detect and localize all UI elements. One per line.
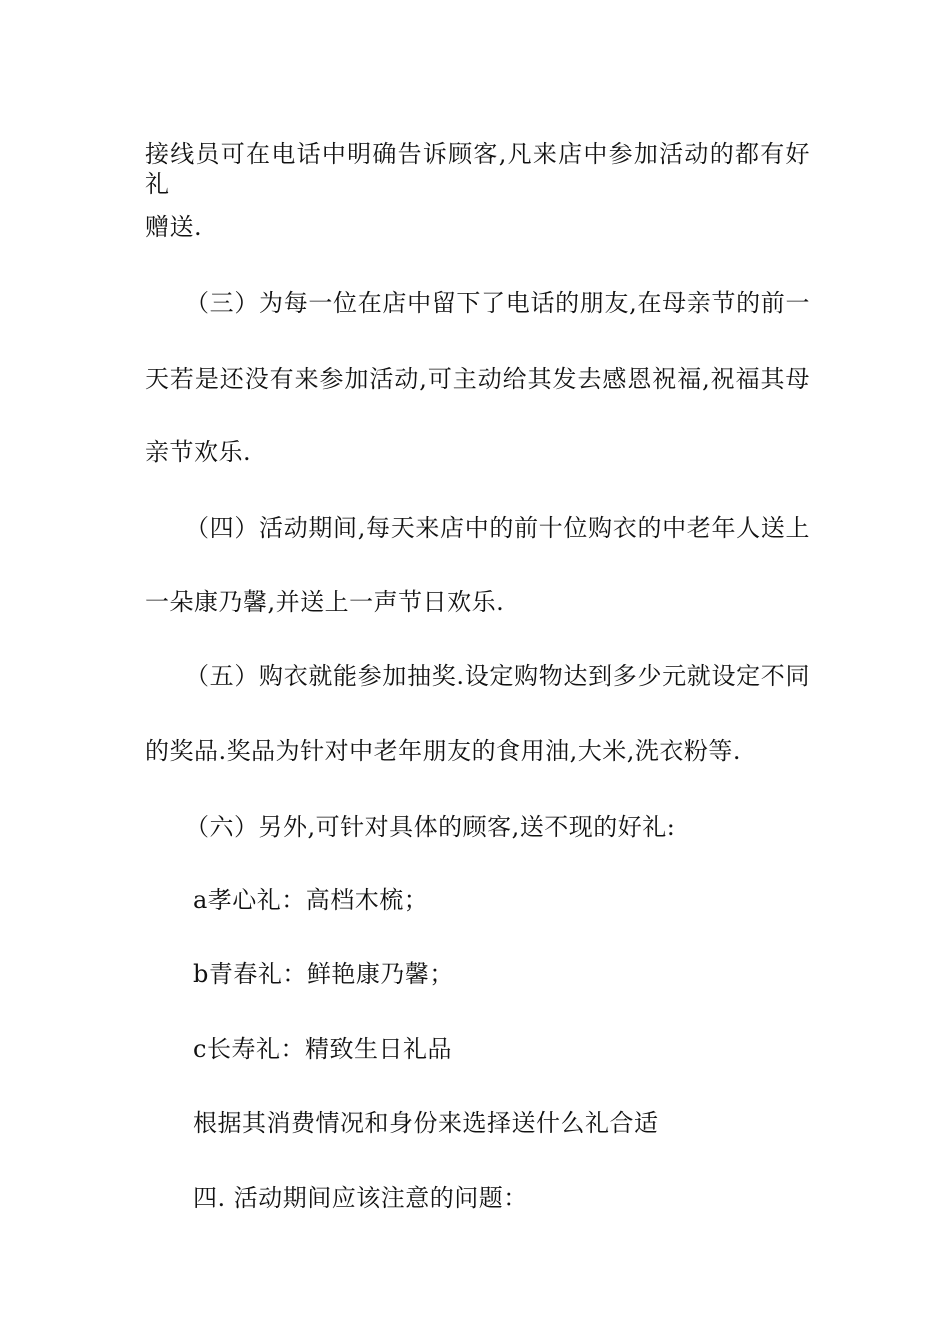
paragraph-line: 亲节欢乐. — [145, 438, 252, 466]
list-item: a孝心礼：高档木梳； — [193, 886, 429, 914]
paragraph-line: （三）为每一位在店中留下了电话的朋友,在母亲节的前一 — [185, 289, 810, 317]
paragraph-line: （四）活动期间,每天来店中的前十位购衣的中老年人送上 — [185, 514, 810, 542]
paragraph-line: 的奖品.奖品为针对中老年朋友的食用油,大米,洗衣粉等. — [145, 737, 742, 765]
paragraph-line: 赠送. — [145, 213, 203, 241]
paragraph-line: 天若是还没有来参加活动,可主动给其发去感恩祝福,祝福其母 — [145, 365, 810, 393]
paragraph-line: 接线员可在电话中明确告诉顾客,凡来店中参加活动的都有好礼 — [145, 140, 810, 198]
list-item: c长寿礼：精致生日礼品 — [193, 1035, 452, 1063]
list-item: b青春礼：鲜艳康乃馨； — [193, 960, 454, 988]
paragraph-line: 一朵康乃馨,并送上一声节日欢乐. — [145, 588, 505, 616]
paragraph-line: （六）另外,可针对具体的顾客,送不现的好礼: — [185, 813, 676, 841]
paragraph-line: 根据其消费情况和身份来选择送什么礼合适 — [193, 1109, 659, 1137]
section-heading: 四. 活动期间应该注意的问题： — [193, 1184, 528, 1212]
paragraph-line: （五）购衣就能参加抽奖.设定购物达到多少元就设定不同 — [185, 662, 810, 690]
